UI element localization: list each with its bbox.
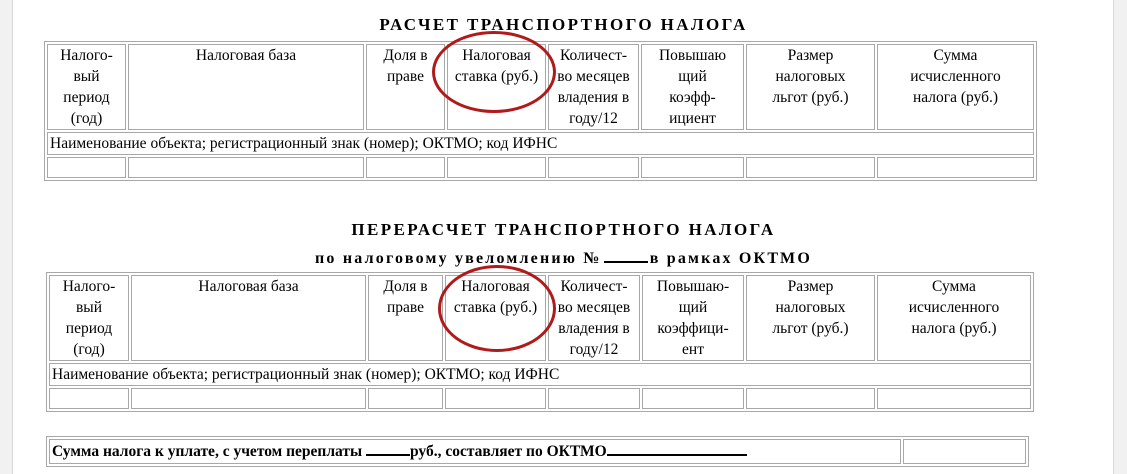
header-cell-tax-base: Налоговая база	[128, 44, 364, 130]
header-cell-coefficient: Повышаю щий коэфф- ициент	[641, 44, 744, 130]
input-cell[interactable]	[746, 388, 875, 409]
header-cell-share: Доля в праве	[366, 44, 445, 130]
input-cell[interactable]	[548, 157, 639, 178]
overpayment-amount-blank[interactable]	[366, 440, 410, 456]
header-cell-coefficient: Повышаю- щий коэффици- ент	[642, 275, 744, 361]
input-cell[interactable]	[368, 388, 443, 409]
oktmo-blank[interactable]	[607, 440, 747, 456]
input-cell[interactable]	[47, 157, 126, 178]
header-cell-tax-base: Налоговая база	[131, 275, 366, 361]
input-cell[interactable]	[641, 157, 744, 178]
header-cell-months: Количест- во месяцев владения в году/12	[548, 275, 640, 361]
object-row	[49, 363, 1031, 386]
summary-text-cell: Сумма налога к уплате, с учетом переплаты руб., составляет по ОКТМО	[49, 439, 901, 464]
input-cell[interactable]	[49, 388, 129, 409]
header-cell-tax-rate: Налоговая ставка (руб.)	[447, 44, 546, 130]
header-cell-share: Доля в праве	[368, 275, 443, 361]
notice-number-blank[interactable]	[604, 247, 648, 263]
input-cell[interactable]	[877, 157, 1034, 178]
input-cell[interactable]	[548, 388, 640, 409]
data-row	[47, 157, 1034, 178]
header-cell-tax-period: Налого- вый период (год)	[47, 44, 126, 130]
input-cell[interactable]	[447, 157, 546, 178]
header-cell-tax-amount: Сумма исчисленного налога (руб.)	[877, 275, 1031, 361]
input-cell[interactable]	[445, 388, 546, 409]
object-description-cell: Наименование объекта; регистрационный знак (номер); ОКТМО; код ИФНС	[49, 363, 1031, 386]
input-cell[interactable]	[128, 157, 364, 178]
header-cell-tax-amount: Сумма исчисленного налога (руб.)	[877, 44, 1034, 130]
tax-rate-highlight-circle	[438, 265, 556, 352]
input-cell[interactable]	[642, 388, 744, 409]
object-description-cell: Наименование объекта; регистрационный знак (номер); ОКТМО; код ИФНС	[47, 132, 1034, 155]
input-cell[interactable]	[366, 157, 445, 178]
input-cell[interactable]	[131, 388, 366, 409]
section2-title: ПЕРЕРАСЧЕТ ТРАНСПОРТНОГО НАЛОГА	[351, 220, 776, 239]
header-cell-benefits: Размер налоговых льгот (руб.)	[746, 44, 875, 130]
input-cell[interactable]	[746, 157, 875, 178]
summary-table	[46, 436, 1029, 467]
summary-value-cell[interactable]	[903, 439, 1026, 464]
object-row	[47, 132, 1034, 155]
data-row	[49, 388, 1031, 409]
header-cell-benefits: Размер налоговых льгот (руб.)	[746, 275, 875, 361]
header-cell-tax-period: Налого- вый период (год)	[49, 275, 129, 361]
header-cell-months: Количест- во месяцев владения в году/12	[548, 44, 639, 130]
section2-subtitle: по налоговому увеломлению № в рамках ОКТМО	[0, 247, 1127, 268]
input-cell[interactable]	[877, 388, 1031, 409]
header-cell-tax-rate: Налоговая ставка (руб.)	[445, 275, 546, 361]
tax-rate-highlight-circle	[432, 31, 556, 113]
section1-title: РАСЧЕТ ТРАНСПОРТНОГО НАЛОГА	[379, 15, 748, 34]
